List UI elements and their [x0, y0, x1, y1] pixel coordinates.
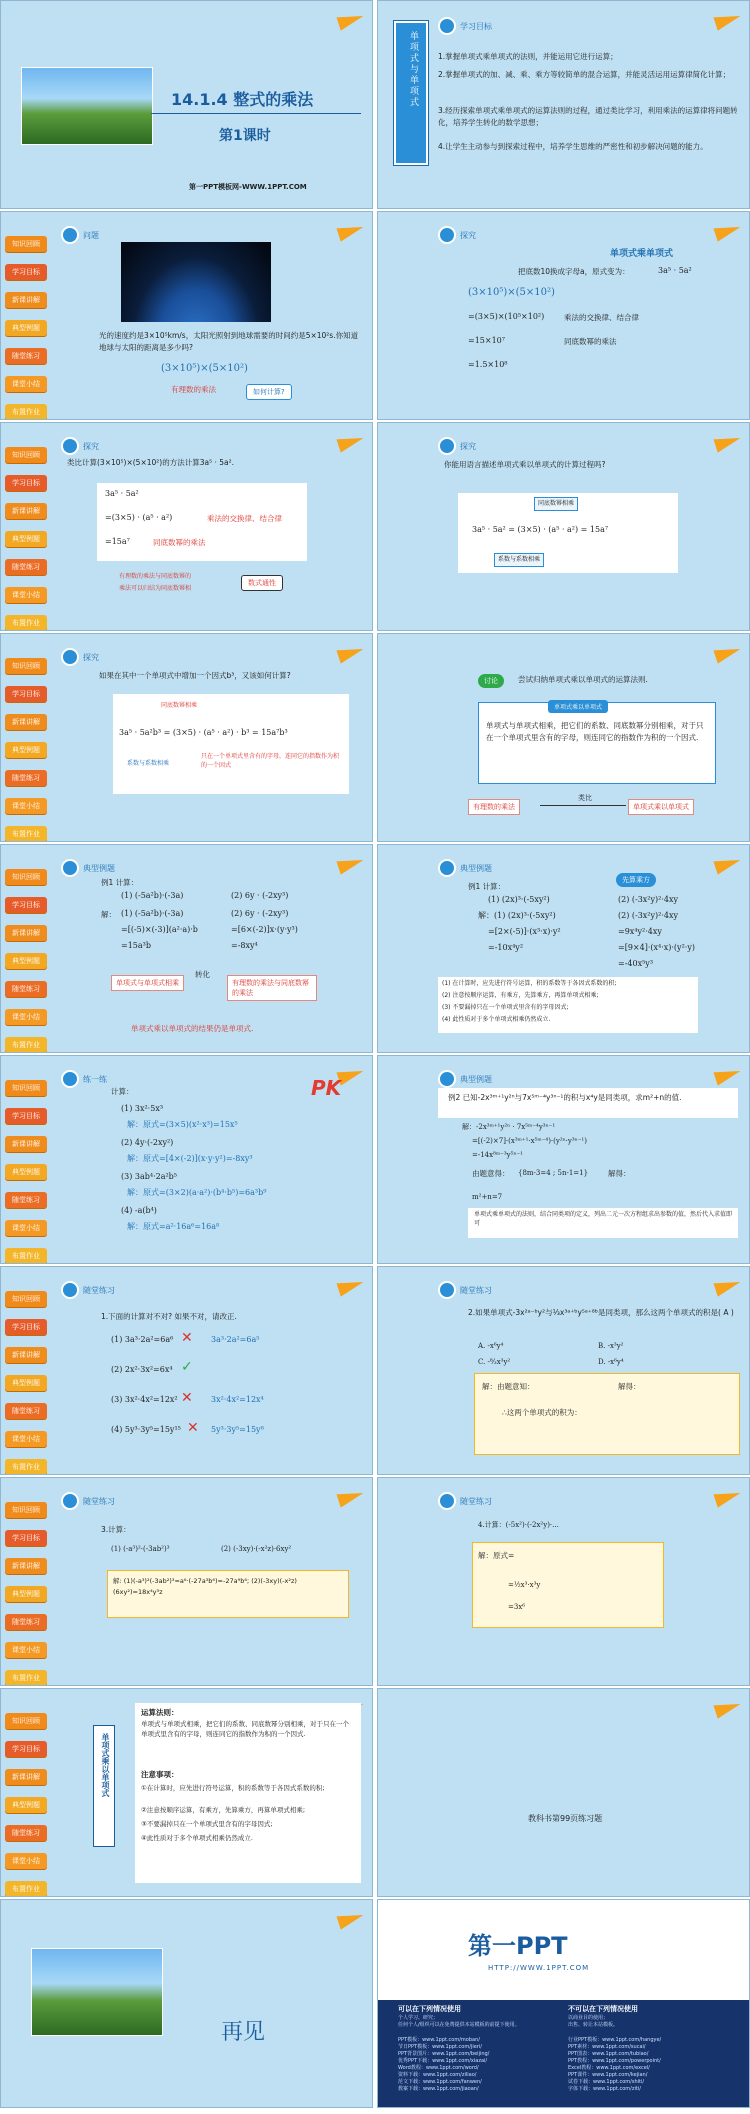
discuss-badge: 讨论: [478, 674, 504, 688]
bullet-icon: [438, 17, 456, 35]
tab-homework[interactable]: 布置作业: [5, 826, 47, 842]
nav-sidebar: [1, 236, 49, 420]
slide-6[interactable]: [377, 422, 750, 631]
right-concept: 单项式乘以单项式: [628, 799, 694, 815]
answer-2-line-2: =[6×(-2)]x·(y·y³): [231, 925, 298, 934]
answer-2-line-4: =-40x⁵y³: [618, 959, 654, 968]
equation: 3a⁵ · 5a² = (3×5) · (a⁵ · a²) = 15a⁷: [472, 525, 609, 534]
site-link[interactable]: 节日PPT模板：www.1ppt.com/jieri/: [398, 2044, 482, 2050]
bullet-icon: [438, 1281, 456, 1299]
step-7: m²+n=7: [472, 1193, 503, 1201]
nav-sidebar: [1, 447, 49, 631]
site-link[interactable]: 范文下载：www.1ppt.com/fanwen/: [398, 2079, 482, 2085]
analogy-label: 类比: [578, 794, 592, 802]
tab-practice[interactable]: 随堂练习: [5, 1614, 47, 1630]
item-1: (1) 3x²·5x³: [121, 1104, 164, 1113]
substitution-text: 把底数10换成字母a，原式变为：: [518, 267, 630, 276]
site-link[interactable]: PPT图表：www.1ppt.com/tubiao/: [568, 2051, 649, 2057]
question-2: (2) (-3x²y)²·4xy: [618, 895, 679, 904]
tab-practice[interactable]: 随堂练习: [5, 559, 47, 575]
paper-plane-icon: [715, 1068, 741, 1082]
brand-url: HTTP://WWW.1PPT.COM: [488, 1964, 590, 1972]
note-text: 单项式乘单项式的法则，结合同类项的定义，列出二元一次方程组求出参数的值，然后代入求值即可: [474, 1211, 733, 1227]
answer-2-line-2: =9x⁴y²·4xy: [618, 927, 662, 936]
goodbye-text: 再见: [221, 2020, 266, 2045]
answer-1-line-2: =[2×(-5)]·(x³·x)·y²: [488, 927, 561, 936]
tab-new-lesson[interactable]: 新课讲解: [5, 925, 47, 941]
question-text: 类比计算(3×10⁵)×(5×10²)的方法计算3a⁵ · 5a².: [67, 458, 234, 467]
discuss-prompt: 尝试归纳单项式乘以单项式的运算法则.: [518, 675, 648, 684]
section-heading: 随堂练习: [460, 1496, 492, 1506]
question-1: (1) (2x)³·(-5xy²): [488, 895, 550, 904]
nav-sidebar: [1, 869, 49, 1053]
expr-2-note: 乘法的交换律、结合律: [207, 514, 282, 523]
tab-review[interactable]: 知识回顾: [5, 1291, 47, 1307]
objective-1: 1.掌握单项式乘单项式的法则，并能运用它进行运算；: [438, 52, 618, 61]
forbidden-2: 出售、转让本站模板。: [568, 2022, 619, 2028]
section-heading: 随堂练习: [460, 1285, 492, 1295]
objective-3: 3.经历探索单项式乘单项式的运算法则的过程，通过类比学习，利用乘法的运算律将问题转化，培养学生转化的数学思想；: [438, 106, 738, 127]
option-a: A. -x⁶y⁴: [478, 1342, 504, 1350]
tab-examples[interactable]: 典型例题: [5, 1164, 47, 1180]
solution-line-2: =½x³·x³y: [508, 1581, 541, 1589]
tab-homework[interactable]: 布置作业: [5, 615, 47, 631]
tab-review[interactable]: 知识回顾: [5, 236, 47, 252]
arrow-line: [540, 805, 626, 806]
bullet-icon: [61, 226, 79, 244]
section-heading: 随堂练习: [83, 1285, 115, 1295]
nav-sidebar: [1, 658, 49, 842]
bullet-icon: [61, 1492, 79, 1510]
slide-19[interactable]: [0, 1899, 373, 2108]
slide-12[interactable]: [377, 1055, 750, 1264]
tab-homework[interactable]: 布置作业: [5, 1037, 47, 1053]
paper-plane-icon: [715, 857, 741, 871]
site-link[interactable]: 资料下载：www.1ppt.com/ziliao/: [398, 2072, 477, 2078]
tab-examples[interactable]: 典型例题: [5, 1797, 47, 1813]
section-heading: 学习目标: [460, 21, 492, 31]
slide-20[interactable]: [377, 1899, 750, 2108]
brand-logo: 第一PPT: [468, 1932, 568, 1960]
tab-practice[interactable]: 随堂练习: [5, 1192, 47, 1208]
convert-label: 转化: [195, 970, 210, 979]
question-text: 2.如果单项式-3x²ᵃ⁻ᵇy²与⅓x³ᵃ⁺ᵇy⁵ᵃ⁺⁸ᵇ是同类项，那么这两个单项式的积是( A ): [468, 1308, 734, 1317]
tab-goals[interactable]: 学习目标: [5, 1530, 47, 1546]
tab-summary[interactable]: 课堂小结: [5, 587, 47, 603]
section-heading: 探究: [83, 441, 99, 451]
solution-line-2: 解得：: [618, 1382, 641, 1391]
paper-plane-icon: [338, 435, 364, 449]
tab-goals[interactable]: 学习目标: [5, 1319, 47, 1335]
homework-text: 教科书第99页练习题: [528, 1814, 603, 1823]
question-text: 你能用语言描述单项式乘以单项式的计算过程吗?: [444, 460, 606, 469]
allowed-heading: 可以在下列情况使用: [398, 2005, 461, 2013]
substitution-expr: 3a⁵ · 5a²: [658, 266, 692, 275]
tag-badge: 数式通性: [241, 575, 283, 591]
lesson-title: 14.1.4 整式的乘法: [171, 90, 314, 109]
paper-plane-icon: [715, 13, 741, 27]
answer-1-line-2: =[(-5)×(-3)](a²·a)·b: [121, 925, 198, 934]
question-text: 1.下面的计算对不对? 如果不对，请改正.: [101, 1312, 237, 1321]
slide-3[interactable]: [0, 211, 373, 420]
answer-1-line-1: 解：(1) (2x)³·(-5xy²): [478, 911, 556, 920]
expr-3: =15a⁷: [105, 537, 130, 546]
tab-practice[interactable]: 随堂练习: [5, 1403, 47, 1419]
how-to-compute-bubble: 如何计算?: [246, 384, 292, 400]
note-line-2: 乘法可以归结为同底数幂相: [119, 585, 192, 592]
tab-homework[interactable]: 布置作业: [5, 1459, 47, 1475]
earth-photo: [121, 242, 271, 322]
left-concept: 单项式与单项式相乘: [111, 975, 184, 991]
item-3-correction: 3x²·4x²=12x⁴: [211, 1395, 264, 1404]
tab-new-lesson[interactable]: 新课讲解: [5, 503, 47, 519]
site-link[interactable]: PPT课件：www.1ppt.com/kejian/: [568, 2072, 648, 2078]
top-label: 同底数幂相乘: [534, 497, 578, 511]
site-link[interactable]: 教案下载：www.1ppt.com/jiaoan/: [398, 2086, 479, 2092]
tab-examples[interactable]: 典型例题: [5, 320, 47, 336]
option-d: D. -x⁶y⁴: [598, 1358, 624, 1366]
tab-examples[interactable]: 典型例题: [5, 1375, 47, 1391]
slide-15[interactable]: [0, 1477, 373, 1686]
tab-practice[interactable]: 随堂练习: [5, 981, 47, 997]
note-line-1: 有理数的乘法与同底数幂的: [119, 573, 192, 580]
tab-summary[interactable]: 课堂小结: [5, 1642, 47, 1658]
tab-examples[interactable]: 典型例题: [5, 531, 47, 547]
slide-14[interactable]: [377, 1266, 750, 1475]
item-1: (1) (-a³)²·(-3ab²)³: [111, 1545, 170, 1553]
site-link[interactable]: 行业PPT模板：www.1ppt.com/hangye/: [568, 2037, 662, 2043]
slide-2[interactable]: [377, 0, 750, 209]
question-text: 光的速度约是3×10⁵km/s，太阳光照射到地球需要的时间约是5×10²s.你知道地球与太阳的距离是多少吗?: [99, 331, 359, 352]
note-3: ③不要漏掉只在一个单项式里含有的字母因式;: [141, 1820, 273, 1828]
answer-1-line-1: (1) (-5a²b)·(-3a): [121, 909, 184, 918]
allowed-1: 个人学习、研究；: [398, 2015, 439, 2021]
nav-sidebar: [1, 1080, 49, 1264]
power-first-tag: 先算乘方: [616, 873, 656, 887]
tab-summary[interactable]: 课堂小结: [5, 376, 47, 392]
paper-plane-icon: [715, 435, 741, 449]
tab-summary[interactable]: 课堂小结: [5, 798, 47, 814]
site-link[interactable]: Word教程：www.1ppt.com/word/: [398, 2065, 479, 2071]
tab-homework[interactable]: 布置作业: [5, 1670, 47, 1686]
campus-photo: [21, 67, 153, 145]
tab-homework[interactable]: 布置作业: [5, 1881, 47, 1897]
bullet-icon: [438, 437, 456, 455]
step-0: (3×10⁵)×(5×10²): [468, 287, 555, 298]
campus-photo: [31, 1948, 163, 2036]
tab-new-lesson[interactable]: 新课讲解: [5, 714, 47, 730]
section-heading: 典型例题: [460, 863, 492, 873]
item-3: (3) 3ab⁴·2a²b⁵: [121, 1172, 177, 1181]
expr-3-note: 同底数幂的乘法: [153, 538, 206, 547]
bottom-label: 系数与系数相乘: [127, 760, 170, 767]
step-3: =1.5×10⁸: [468, 360, 508, 369]
note-2: ②注意按顺序运算，有乘方，先算乘方，再算单项式相乘;: [141, 1806, 306, 1814]
bullet-icon: [61, 1070, 79, 1088]
solution-line-3: ∴这两个单项式的积为：: [502, 1408, 582, 1417]
item-1-correction: 3a³·2a²=6a⁵: [211, 1335, 260, 1344]
site-footer: 第一PPT模板网-WWW.1PPT.COM: [189, 183, 307, 191]
objective-2: 2.掌握单项式的加、减、乘、乘方等较简单的混合运算，并能灵活运用运算律简化计算；: [438, 70, 731, 79]
nav-sidebar: [1, 1502, 49, 1686]
tab-review[interactable]: 知识回顾: [5, 1502, 47, 1518]
slide-18[interactable]: [377, 1688, 750, 1897]
question-text: 如果在其中一个单项式中增加一个因式b³，又该如何计算?: [99, 671, 291, 680]
tab-new-lesson[interactable]: 新课讲解: [5, 1769, 47, 1785]
item-2: (2) (-3xy)·(-x²z)·6xy²: [221, 1545, 292, 1553]
bullet-icon: [61, 1281, 79, 1299]
vertical-title: 单项式乘以单项式: [101, 1733, 110, 1797]
step-2-note: 同底数幂的乘法: [564, 337, 617, 346]
top-label: 同底数幂相乘: [161, 702, 198, 709]
nav-sidebar: [1, 1713, 49, 1897]
step-2: =15×10⁷: [468, 336, 505, 345]
bullet-icon: [438, 226, 456, 244]
slide-17[interactable]: [0, 1688, 373, 1897]
site-link[interactable]: PPT素材：www.1ppt.com/sucai/: [568, 2044, 646, 2050]
tab-goals[interactable]: 学习目标: [5, 264, 47, 280]
section-heading: 探究: [460, 230, 476, 240]
site-link[interactable]: Excel教程：www.1ppt.com/excel/: [568, 2065, 650, 2071]
solution-line-1: 解：由题意知：: [482, 1382, 535, 1391]
nav-sidebar: [1, 1291, 49, 1475]
tab-goals[interactable]: 学习目标: [5, 1108, 47, 1124]
item-4: (4) -a(b⁴): [121, 1206, 157, 1215]
equation: 3a⁵ · 5a²b³ = (3×5) · (a⁵ · a²) · b³ = 15a⁷b³: [119, 728, 288, 737]
section-heading: 练一练: [83, 1074, 107, 1084]
bottom-label: 系数与系数相乘: [494, 553, 544, 567]
tab-summary[interactable]: 课堂小结: [5, 1431, 47, 1447]
slide-13[interactable]: [0, 1266, 373, 1475]
notes-heading: 注意事项：: [141, 1770, 179, 1779]
item-1: (1) 3a³·2a²=6a⁶: [111, 1335, 174, 1344]
slide-10[interactable]: [377, 844, 750, 1053]
example-label: 例1 计算：: [468, 882, 506, 891]
tab-review[interactable]: 知识回顾: [5, 447, 47, 463]
step-5: {8m-3=4 ; 5n-1=1}: [518, 1169, 589, 1177]
vertical-title: 单项式与单项式: [408, 31, 418, 108]
tab-new-lesson[interactable]: 新课讲解: [5, 1347, 47, 1363]
tab-homework[interactable]: 布置作业: [5, 404, 47, 420]
tab-goals[interactable]: 学习目标: [5, 475, 47, 491]
step-4: 由题意得：: [472, 1169, 510, 1178]
note-3: (3) 不要漏掉只在一个单项式里含有的字母因式;: [442, 1004, 569, 1011]
rule-text: 单项式与单项式相乘，把它们的系数、同底数幂分别相乘，对于只在一个单项式里含有的字母，则连同它的指数作为积的一个因式.: [141, 1720, 349, 1738]
prompt: 计算：: [111, 1087, 134, 1096]
label-rational: 有理数的乘法: [171, 385, 216, 394]
solution-line-1: 解：原式=: [478, 1551, 515, 1560]
note-4: ④此性质对于多个单项式相乘仍然成立.: [141, 1834, 253, 1842]
site-link[interactable]: PPT模板：www.1ppt.com/moban/: [398, 2037, 480, 2043]
expr-1: 3a⁵ · 5a²: [105, 489, 139, 498]
answer-1-line-3: =-10x⁴y²: [488, 943, 524, 952]
item-1-answer: 解：原式=(3×5)(x²·x³)=15x⁵: [127, 1120, 238, 1129]
step-2: =[(-2)×7]·(x³ᵐ⁺¹·x⁵ᵐ⁻⁴)·(y²ⁿ·y³ⁿ⁻¹): [472, 1137, 587, 1145]
paper-plane-icon: [338, 1490, 364, 1504]
step-1-note: 乘法的交换律、结合律: [564, 313, 639, 322]
question-1: (1) (-5a²b)·(-3a): [121, 891, 184, 900]
expression: (3×10⁵)×(5×10²): [161, 363, 248, 374]
answer-1-line-3: =15a³b: [121, 941, 151, 950]
site-link[interactable]: 优秀PPT下载：www.1ppt.com/xiazai/: [398, 2058, 488, 2064]
paper-plane-icon: [338, 224, 364, 238]
step-1: 解：-2x³ᵐ⁺¹y²ⁿ · 7x⁵ᵐ⁻⁴y³ⁿ⁻¹: [462, 1123, 556, 1131]
item-2: (2) 2x²·3x²=6x⁴: [111, 1365, 173, 1374]
pk-logo: PK: [311, 1076, 342, 1100]
note-1: ①在计算时，应先进行符号运算，积的系数等于各因式系数的积;: [141, 1784, 325, 1792]
slide-1[interactable]: [0, 0, 373, 209]
section-heading: 问题: [83, 230, 99, 240]
note-1: (1) 在计算时，应先进行符号运算，积的系数等于各因式系数的积;: [442, 980, 617, 987]
topic-title: 单项式乘单项式: [610, 249, 674, 259]
tab-review[interactable]: 知识回顾: [5, 1080, 47, 1096]
paper-plane-icon: [715, 1701, 741, 1715]
step-6: 解得：: [608, 1169, 631, 1178]
tab-goals[interactable]: 学习目标: [5, 897, 47, 913]
links-right: [568, 2036, 738, 2092]
expr-2: =(3×5) · (a⁵ · a²): [105, 513, 173, 522]
option-c: C. -⁸⁄₃x³y²: [478, 1358, 511, 1366]
conclusion: 单项式乘以单项式的结果仍是单项式.: [131, 1024, 254, 1033]
rule-text: 单项式与单项式相乘，把它们的系数、同底数幂分别相乘，对于只在一个单项式里含有的字母，则连同它的指数作为积的一个因式.: [486, 721, 704, 742]
right-concept: 有理数的乘法与同底数幂的乘法: [227, 975, 317, 1001]
site-link[interactable]: 字体下载：www.1ppt.com/ziti/: [568, 2086, 641, 2092]
tab-goals[interactable]: 学习目标: [5, 1741, 47, 1757]
forbidden-heading: 不可以在下列情况使用: [568, 2005, 638, 2013]
bullet-icon: [61, 437, 79, 455]
slide-9[interactable]: [0, 844, 373, 1053]
slide-8[interactable]: [377, 633, 750, 842]
bullet-icon: [61, 859, 79, 877]
tab-new-lesson[interactable]: 新课讲解: [5, 1136, 47, 1152]
answer-label: 解：: [101, 910, 116, 919]
item-2: (2) 4y·(-2xy²): [121, 1138, 174, 1147]
section-heading: 随堂练习: [83, 1496, 115, 1506]
section-heading: 探究: [83, 652, 99, 662]
tab-review[interactable]: 知识回顾: [5, 869, 47, 885]
section-heading: 探究: [460, 441, 476, 451]
tab-examples[interactable]: 典型例题: [5, 1586, 47, 1602]
tab-review[interactable]: 知识回顾: [5, 658, 47, 674]
allowed-2: 任何个人/组织可以在免费提供本站模板的前提下使用。: [398, 2022, 520, 2028]
item-3-answer: 解：原式=(3×2)(a·a²)·(b⁴·b⁵)=6a³b⁹: [127, 1188, 267, 1197]
links-left: [398, 2036, 558, 2092]
tab-review[interactable]: 知识回顾: [5, 1713, 47, 1729]
objective-4: 4.让学生主动参与到探索过程中，培养学生思维的严密性和初步解决问题的能力。: [438, 142, 708, 151]
tab-examples[interactable]: 典型例题: [5, 953, 47, 969]
tab-homework[interactable]: 布置作业: [5, 1248, 47, 1264]
bullet-icon: [438, 859, 456, 877]
question-text: 4.计算：(-5x²)·(-2x²y)·...: [478, 1521, 559, 1529]
paper-plane-icon: [338, 1279, 364, 1293]
tab-practice[interactable]: 随堂练习: [5, 1825, 47, 1841]
cross-icon: ✕: [181, 1390, 193, 1406]
slide-4[interactable]: [377, 211, 750, 420]
paper-plane-icon: [715, 1490, 741, 1504]
site-link[interactable]: PPT背景图片：www.1ppt.com/beijing/: [398, 2051, 490, 2057]
tab-new-lesson[interactable]: 新课讲解: [5, 292, 47, 308]
check-icon: ✓: [181, 1359, 193, 1375]
rule-heading: 运算法则：: [141, 1708, 179, 1717]
item-4-answer: 解：原式=a²·16a⁶=16a⁸: [127, 1222, 220, 1231]
note-4: (4) 此性质对于多个单项式相乘仍然成立.: [442, 1016, 551, 1023]
title-divider: [151, 113, 361, 114]
slide-5[interactable]: [0, 422, 373, 631]
item-2-answer: 解：原式=[4×(-2)](x·y·y²)=-8xy³: [127, 1154, 253, 1163]
tab-summary[interactable]: 课堂小结: [5, 1853, 47, 1869]
paper-plane-icon: [338, 13, 364, 27]
question-text: 3.计算：: [101, 1525, 131, 1534]
bullet-icon: [438, 1492, 456, 1510]
tab-summary[interactable]: 课堂小结: [5, 1009, 47, 1025]
tab-practice[interactable]: 随堂练习: [5, 348, 47, 364]
option-b: B. -x³y²: [598, 1342, 624, 1350]
item-4-correction: 5y³·3y⁵=15y⁸: [211, 1425, 264, 1434]
section-heading: 典型例题: [460, 1074, 492, 1084]
item-3: (3) 3x²·4x²=12x²: [111, 1395, 178, 1404]
tab-goals[interactable]: 学习目标: [5, 686, 47, 702]
lesson-subtitle: 第1课时: [219, 128, 271, 144]
rule-box-title: 单项式乘以单项式: [548, 700, 608, 713]
step-1: =(3×5)×(10⁵×10²): [468, 312, 545, 321]
answer-2-line-3: =-8xy⁴: [231, 941, 258, 950]
example-label: 例1 计算：: [101, 878, 139, 887]
solution-line-3: =3x⁶: [508, 1603, 526, 1611]
side-note: 只在一个单项式里含有的字母，连同它的指数作为积的一个因式: [201, 753, 340, 769]
tab-summary[interactable]: 课堂小结: [5, 1220, 47, 1236]
paper-plane-icon: [715, 1279, 741, 1293]
tab-practice[interactable]: 随堂练习: [5, 770, 47, 786]
slide-11[interactable]: [0, 1055, 373, 1264]
solution-text: 解: (1)(-a³)²(-3ab²)³=a⁶·(-27a³b⁶)=-27a⁹b⁶; (2)(-3xy)(-x²z)(6xy²)=18x⁴y³z: [113, 1577, 297, 1596]
paper-plane-icon: [338, 1912, 364, 1926]
note-2: (2) 注意按顺序运算，有乘方，先算乘方，再算单项式相乘;: [442, 992, 599, 999]
question-2: (2) 6y · (-2xy³): [231, 891, 289, 900]
paper-plane-icon: [715, 224, 741, 238]
forbidden-1: 以商业目的使用；: [568, 2015, 609, 2021]
answer-2-line-1: (2) (-3x²y)²·4xy: [618, 911, 679, 920]
section-heading: 典型例题: [83, 863, 115, 873]
site-link[interactable]: 试卷下载：www.1ppt.com/shiti/: [568, 2079, 645, 2085]
site-link[interactable]: PPT教程：www.1ppt.com/powerpoint/: [568, 2058, 661, 2064]
paper-plane-icon: [338, 1068, 364, 1082]
work-box: [113, 694, 349, 794]
paper-plane-icon: [715, 646, 741, 660]
bullet-icon: [61, 648, 79, 666]
answer-2-line-3: =[9×4]·(x⁴·x)·(y²·y): [618, 943, 695, 952]
bullet-icon: [438, 1070, 456, 1088]
question-text: 例2 已知-2x³ᵐ⁺¹y²ⁿ与7x⁵ᵐ⁻⁴y³ⁿ⁻¹的积与x⁴y是同类项，求m²+n的值.: [448, 1093, 682, 1102]
cross-icon: ✕: [181, 1330, 193, 1346]
step-3: =-14x⁸ᵐ⁻³y⁵ⁿ⁻¹: [472, 1151, 523, 1159]
paper-plane-icon: [338, 857, 364, 871]
left-concept: 有理数的乘法: [468, 799, 520, 815]
tab-new-lesson[interactable]: 新课讲解: [5, 1558, 47, 1574]
tab-examples[interactable]: 典型例题: [5, 742, 47, 758]
cross-icon: ✕: [187, 1420, 199, 1436]
paper-plane-icon: [338, 646, 364, 660]
item-4: (4) 5y³·3y⁵=15y¹⁵: [111, 1425, 181, 1434]
slide-16[interactable]: [377, 1477, 750, 1686]
slide-7[interactable]: [0, 633, 373, 842]
answer-2-line-1: (2) 6y · (-2xy³): [231, 909, 289, 918]
